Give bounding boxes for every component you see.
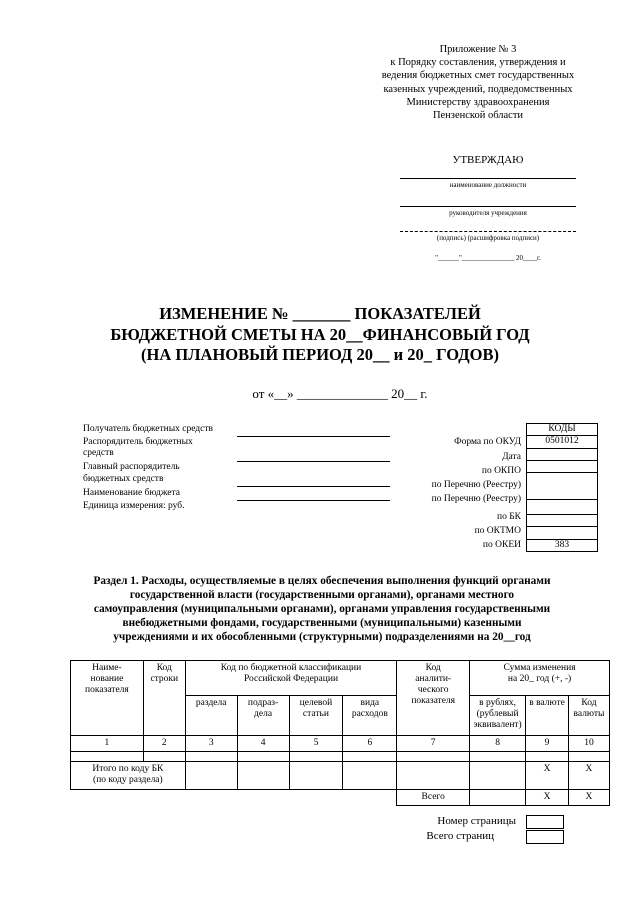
header-text: показателя [85, 685, 129, 695]
header-text: Код по бюджетной классификации [220, 663, 362, 673]
x-mark: X [568, 790, 609, 806]
header-text: Код [581, 698, 597, 708]
code-date [527, 448, 598, 460]
page-number-label: Номер страницы [437, 815, 516, 827]
header-text: (рублевый [476, 709, 519, 719]
section-line: внебюджетными фондами, государственными (муниципальными) казенными [122, 617, 522, 629]
cell [526, 752, 569, 762]
header-indicator [71, 661, 144, 736]
header-text: Российской Федерации [243, 674, 339, 684]
cell [289, 752, 343, 762]
header-text: на 20_ год (+, -) [507, 674, 572, 684]
cell [470, 762, 526, 790]
label-chief-2: бюджетных средств [83, 474, 164, 484]
total-all-row [71, 790, 610, 806]
position-line [400, 178, 576, 179]
col-num: 10 [568, 736, 609, 752]
header-text: строки [150, 674, 179, 684]
codes-header: КОДЫ [527, 424, 598, 436]
appendix-line: ведения бюджетных смет государственных [381, 70, 575, 82]
cell [237, 752, 289, 762]
col-num: 1 [71, 736, 144, 752]
col-num: 8 [470, 736, 526, 752]
header-bk [185, 661, 397, 696]
label-list-2: по Перечню (Реестру) [431, 494, 521, 504]
section-line: учреждениями и их обособленными (структурными) подразделениями на 20__год [113, 631, 531, 643]
cell [185, 752, 237, 762]
header-text: Сумма изменения [503, 663, 576, 673]
head-line [400, 206, 576, 207]
title-line-1: ИЗМЕНЕНИЕ № _______ ПОКАЗАТЕЛЕЙ [159, 304, 481, 323]
appendix-line: Пензенской области [432, 110, 524, 122]
cell [470, 752, 526, 762]
col-num: 7 [397, 736, 470, 752]
header-type [343, 696, 397, 736]
x-mark: X [568, 762, 609, 790]
section-title [72, 574, 572, 644]
x-mark: X [526, 762, 569, 790]
codes-table [526, 423, 598, 552]
head-caption: руководителя учреждения [449, 209, 527, 217]
signature-line [400, 231, 576, 232]
code-okei: 383 [527, 539, 598, 551]
header-target [289, 696, 343, 736]
total-bk-label [71, 762, 186, 790]
cell [289, 762, 343, 790]
document-date: от «__» ______________ 20__ г. [252, 386, 428, 401]
header-text: аналити- [415, 674, 452, 684]
label-okei: по ОКЕИ [482, 540, 521, 550]
cell [397, 762, 470, 790]
total-bk-row [71, 762, 610, 790]
blank-area [71, 790, 397, 806]
cell [343, 752, 397, 762]
appendix-line: Приложение № 3 [439, 44, 517, 55]
header-sum [470, 661, 610, 696]
total-pages-box [526, 830, 564, 844]
title-line-2: БЮДЖЕТНОЙ СМЕТЫ НА 20__ФИНАНСОВЫЙ ГОД [110, 324, 530, 344]
code-list [527, 473, 598, 500]
title-line-3: (НА ПЛАНОВЫЙ ПЕРИОД 20__ и 20_ ГОДОВ) [141, 345, 499, 364]
col-num: 2 [143, 736, 185, 752]
header-text: нование [90, 674, 124, 684]
appendix-line: к Порядку составления, утверждения и [390, 57, 566, 69]
column-numbers-row [71, 736, 610, 752]
header-text: показателя [411, 696, 456, 706]
header-text: вида [360, 698, 380, 708]
section-line: государственной власти (государственными органами), органами местного [129, 589, 515, 601]
section-line: самоуправления (муниципальными органами), органами управления государственными [93, 603, 551, 615]
header-text: валюты [573, 709, 605, 719]
header-analytic [397, 661, 470, 736]
cell [185, 762, 237, 790]
header-text: статьи [302, 709, 329, 719]
label-recipient: Получатель бюджетных средств [83, 424, 213, 434]
header-podrazdel [237, 696, 289, 736]
col-num: 3 [185, 736, 237, 752]
code-okud: 0501012 [527, 436, 598, 448]
cell [397, 752, 470, 762]
label-manager-2: средств [83, 448, 114, 458]
header-text: подраз- [247, 698, 279, 708]
header-text: ческого [417, 685, 449, 695]
appendix-line: казенных учреждений, подведомственных [383, 83, 573, 95]
label-bk: по БК [496, 512, 521, 522]
cell [143, 752, 185, 762]
appendix-line: Министерству здравоохранения [406, 96, 550, 108]
label-okud: Форма по ОКУД [454, 437, 521, 447]
header-text: целевой [299, 698, 333, 708]
col-num: 4 [237, 736, 289, 752]
col-num: 6 [343, 736, 397, 752]
header-text: Код [425, 663, 441, 673]
expenses-table [70, 660, 610, 806]
cell [71, 752, 144, 762]
appendix-header [356, 43, 600, 122]
header-text: дела [254, 709, 273, 719]
col-num: 9 [526, 736, 569, 752]
document-title [70, 304, 570, 366]
total-pages-label: Всего страниц [426, 830, 494, 842]
header-razdel: раздела [185, 696, 237, 736]
label-manager-1: Распорядитель бюджетных [83, 437, 193, 447]
code-bk [527, 515, 598, 527]
page-number-box [526, 815, 564, 829]
cell [470, 790, 526, 806]
header-line-code [143, 661, 185, 736]
x-mark: X [526, 790, 569, 806]
label-okpo: по ОКПО [481, 466, 521, 476]
header-text: Наиме- [92, 663, 122, 673]
total-all-label: Всего [397, 790, 470, 806]
header-rubles [470, 696, 526, 736]
label-list-1: по Перечню (Реестру) [431, 480, 521, 490]
label-chief-1: Главный распорядитель [83, 462, 180, 472]
header-text: в рублях, [479, 698, 517, 708]
header-currency-code [568, 696, 609, 736]
cell [343, 762, 397, 790]
header-text: Код [156, 663, 172, 673]
header-text: расходов [351, 709, 388, 719]
signature-caption: (подпись) (расшифровка подписи) [436, 234, 540, 242]
total-text: (по коду раздела) [93, 775, 163, 785]
code-list-2 [527, 500, 598, 515]
code-oktmo [527, 527, 598, 539]
label-unit: Единица измерения: руб. [83, 501, 185, 511]
header-text: эквивалент) [473, 720, 522, 730]
label-date: Дата [502, 452, 521, 462]
approve-date-line: "______"_______________ 20____г. [435, 254, 541, 262]
section-line: Раздел 1. Расходы, осуществляемые в целях обеспечения выполнения функций органами [93, 575, 551, 587]
total-text: Итого по коду БК [92, 764, 164, 774]
position-caption: наименование должности [449, 181, 527, 189]
label-oktmo: по ОКТМО [474, 526, 521, 536]
label-budget: Наименование бюджета [83, 488, 180, 498]
col-num: 5 [289, 736, 343, 752]
header-currency: в валюте [526, 696, 569, 736]
empty-row [71, 752, 610, 762]
code-okpo [527, 460, 598, 472]
cell [568, 752, 609, 762]
approve-title: УТВЕРЖДАЮ [452, 154, 524, 166]
cell [237, 762, 289, 790]
